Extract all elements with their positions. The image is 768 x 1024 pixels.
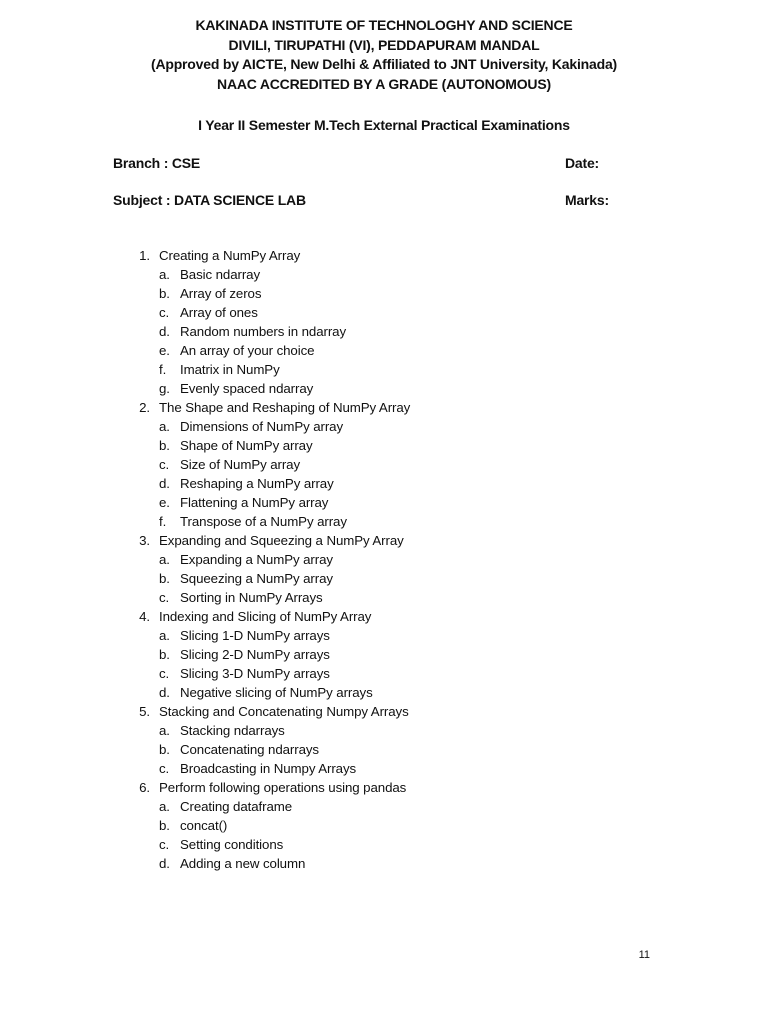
question-list — [0, 246, 768, 873]
sub-question-item — [0, 626, 768, 645]
sub-question-letter: c. — [159, 761, 170, 776]
question-number: 6. — [139, 780, 150, 795]
sub-question-text: Slicing 1-D NumPy arrays — [180, 628, 330, 643]
sub-question-letter: a. — [159, 799, 170, 814]
sub-question-text: Size of NumPy array — [180, 457, 301, 472]
question-text: Perform following operations using pandas — [159, 780, 407, 795]
sub-question-text: An array of your choice — [180, 343, 315, 358]
sub-question-letter: b. — [159, 818, 170, 833]
sub-question-letter: e. — [159, 343, 170, 358]
sub-question-text: Slicing 2-D NumPy arrays — [180, 647, 330, 662]
question-line — [0, 778, 768, 797]
question-number: 4. — [139, 609, 150, 624]
question-number: 5. — [139, 704, 150, 719]
sub-question-text: Dimensions of NumPy array — [180, 419, 344, 434]
sub-question-letter: b. — [159, 571, 170, 586]
sub-question-item — [0, 379, 768, 398]
sub-question-letter: b. — [159, 286, 170, 301]
sub-question-text: Sorting in NumPy Arrays — [180, 590, 323, 605]
question-item — [0, 607, 768, 702]
sub-question-letter: g. — [159, 381, 170, 396]
sub-question-item — [0, 360, 768, 379]
sub-question-letter: b. — [159, 438, 170, 453]
sub-question-letter: b. — [159, 742, 170, 757]
sub-question-letter: c. — [159, 457, 170, 472]
sub-question-item — [0, 645, 768, 664]
sub-question-item — [0, 683, 768, 702]
sub-question-item — [0, 816, 768, 835]
sub-question-item — [0, 303, 768, 322]
sub-question-letter: a. — [159, 628, 170, 643]
sub-question-letter: d. — [159, 856, 170, 871]
marks-label: Marks: — [565, 192, 609, 208]
question-text: Stacking and Concatenating Numpy Arrays — [159, 704, 409, 719]
sub-question-letter: a. — [159, 419, 170, 434]
sub-question-letter: d. — [159, 685, 170, 700]
sub-question-item — [0, 341, 768, 360]
sub-question-letter: a. — [159, 723, 170, 738]
date-label: Date: — [565, 155, 600, 171]
sub-question-item — [0, 550, 768, 569]
question-item — [0, 531, 768, 607]
sub-question-item — [0, 284, 768, 303]
sub-question-text: Negative slicing of NumPy arrays — [180, 685, 373, 700]
sub-question-text: Adding a new column — [180, 856, 306, 871]
sub-question-item — [0, 854, 768, 873]
question-item — [0, 246, 768, 398]
sub-question-text: Concatenating ndarrays — [180, 742, 319, 757]
question-text: Creating a NumPy Array — [159, 248, 301, 263]
sub-question-letter: e. — [159, 495, 170, 510]
exam-title: I Year II Semester M.Tech External Practical Examinations — [198, 117, 570, 133]
sub-question-list — [0, 265, 768, 398]
sub-question-list — [0, 721, 768, 778]
institution-approval: (Approved by AICTE, New Delhi & Affiliated to JNT University, Kakinada) — [150, 56, 618, 72]
sub-question-item — [0, 474, 768, 493]
sub-question-text: Shape of NumPy array — [180, 438, 313, 453]
question-text: The Shape and Reshaping of NumPy Array — [159, 400, 411, 415]
sub-question-letter: d. — [159, 476, 170, 491]
sub-question-text: Squeezing a NumPy array — [180, 571, 333, 586]
sub-question-list — [0, 797, 768, 873]
question-item — [0, 702, 768, 778]
sub-question-text: Array of zeros — [180, 286, 262, 301]
sub-question-text: Random numbers in ndarray — [180, 324, 347, 339]
sub-question-text: Creating dataframe — [180, 799, 293, 814]
sub-question-item — [0, 417, 768, 436]
sub-question-item — [0, 569, 768, 588]
sub-question-letter: f. — [159, 362, 167, 377]
sub-question-text: Stacking ndarrays — [180, 723, 285, 738]
sub-question-text: Basic ndarray — [180, 267, 260, 282]
sub-question-text: Transpose of a NumPy array — [180, 514, 347, 529]
institution-name: KAKINADA INSTITUTE OF TECHNOLOGHY AND SCIENCE — [195, 17, 573, 33]
sub-question-letter: a. — [159, 267, 170, 282]
sub-question-letter: b. — [159, 647, 170, 662]
question-item — [0, 398, 768, 531]
sub-question-letter: c. — [159, 590, 170, 605]
sub-question-item — [0, 455, 768, 474]
question-number: 3. — [139, 533, 150, 548]
sub-question-list — [0, 417, 768, 531]
sub-question-text: concat() — [180, 818, 228, 833]
sub-question-text: Flattening a NumPy array — [180, 495, 329, 510]
sub-question-item — [0, 322, 768, 341]
sub-question-text: Broadcasting in Numpy Arrays — [180, 761, 357, 776]
sub-question-text: Array of ones — [180, 305, 258, 320]
sub-question-item — [0, 721, 768, 740]
question-line — [0, 246, 768, 265]
sub-question-letter: c. — [159, 305, 170, 320]
sub-question-item — [0, 265, 768, 284]
question-item — [0, 778, 768, 873]
institution-header — [0, 16, 768, 94]
sub-question-text: Reshaping a NumPy array — [180, 476, 334, 491]
sub-question-item — [0, 493, 768, 512]
institution-accreditation: NAAC ACCREDITED BY A GRADE (AUTONOMOUS) — [217, 75, 551, 92]
question-text: Expanding and Squeezing a NumPy Array — [159, 533, 404, 548]
sub-question-text: Evenly spaced ndarray — [180, 381, 314, 396]
sub-question-list — [0, 550, 768, 607]
sub-question-text: Slicing 3-D NumPy arrays — [180, 666, 330, 681]
question-line — [0, 702, 768, 721]
question-line — [0, 531, 768, 550]
sub-question-text: Expanding a NumPy array — [180, 552, 333, 567]
sub-question-item — [0, 740, 768, 759]
sub-question-item — [0, 588, 768, 607]
sub-question-item — [0, 835, 768, 854]
subject-label: Subject : DATA SCIENCE LAB — [113, 192, 306, 208]
sub-question-item — [0, 797, 768, 816]
sub-question-item — [0, 436, 768, 455]
question-line — [0, 398, 768, 417]
sub-question-list — [0, 626, 768, 702]
sub-question-item — [0, 664, 768, 683]
page-number: 11 — [638, 949, 650, 961]
sub-question-text: Setting conditions — [180, 837, 284, 852]
sub-question-item — [0, 512, 768, 531]
question-number: 2. — [139, 400, 150, 415]
sub-question-text: Imatrix in NumPy — [180, 362, 280, 377]
question-line — [0, 607, 768, 626]
question-text: Indexing and Slicing of NumPy Array — [159, 609, 372, 624]
sub-question-letter: d. — [159, 324, 170, 339]
sub-question-letter: a. — [159, 552, 170, 567]
sub-question-letter: f. — [159, 514, 167, 529]
question-number: 1. — [139, 248, 150, 263]
institution-address: DIVILI, TIRUPATHI (VI), PEDDAPURAM MANDAL — [228, 36, 540, 53]
branch-label: Branch : CSE — [113, 155, 201, 171]
sub-question-letter: c. — [159, 837, 170, 852]
sub-question-letter: c. — [159, 666, 170, 681]
sub-question-item — [0, 759, 768, 778]
